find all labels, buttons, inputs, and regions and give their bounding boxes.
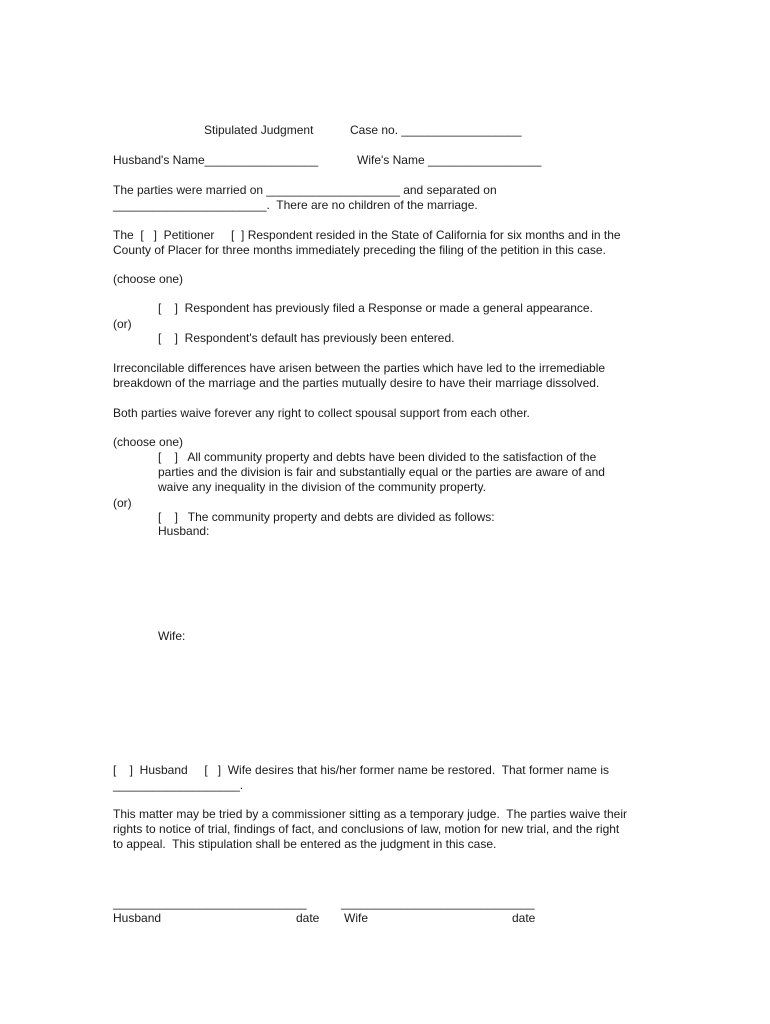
name-restore-line-2: ___________________. [113, 778, 244, 792]
property-option-1-line-3: waive any inequality in the division of the community property. [158, 480, 486, 494]
husband-date-label: date [296, 911, 320, 925]
husband-signature-line: _____________________________ [113, 896, 307, 910]
residence-line-1: The [ ] Petitioner [ ] Respondent resided in the State of California for six months and in the [113, 228, 621, 242]
wife-name-field: Wife's Name _________________ [357, 153, 542, 167]
marriage-line-1: The parties were married on ____________________ and separated on [113, 183, 497, 197]
marriage-line-2: _______________________. There are no children of the marriage. [113, 198, 478, 212]
wife-date-label: date [512, 911, 536, 925]
irreconcilable-line-1: Irreconcilable differences have arisen between the parties which have led to the irremediable [113, 361, 606, 375]
response-option-1: [ ] Respondent has previously filed a Response or made a general appearance. [158, 301, 593, 315]
husband-property-label: Husband: [158, 524, 210, 538]
name-restore-line-1: [ ] Husband [ ] Wife desires that his/her former name be restored. That former name is [113, 763, 609, 777]
property-option-1-line-1: [ ] All community property and debts have been divided to the satisfaction of the [158, 450, 597, 464]
property-option-1-line-2: parties and the division is fair and substantially equal or the parties are aware of and [158, 465, 605, 479]
wife-signature-line: _____________________________ [341, 896, 535, 910]
spousal-support-waiver: Both parties waive forever any right to collect spousal support from each other. [113, 406, 530, 420]
wife-signature-label: Wife [344, 911, 368, 925]
or-label: (or) [113, 496, 132, 510]
irreconcilable-line-2: breakdown of the marriage and the parties mutually desire to have their marriage dissolved. [113, 376, 600, 390]
document-title: Stipulated Judgment [204, 123, 314, 137]
or-label: (or) [113, 317, 132, 331]
commissioner-line-1: This matter may be tried by a commissioner sitting as a temporary judge. The parties waive their [113, 807, 627, 821]
wife-property-label: Wife: [158, 629, 186, 643]
choose-one-label: (choose one) [113, 435, 184, 449]
case-number: Case no. __________________ [350, 123, 522, 137]
property-option-2: [ ] The community property and debts are divided as follows: [158, 510, 495, 524]
response-option-2: [ ] Respondent's default has previously been entered. [158, 331, 455, 345]
husband-signature-label: Husband [113, 911, 162, 925]
commissioner-line-2: rights to notice of trial, findings of fact, and conclusions of law, motion for new trial, and the right [113, 822, 620, 836]
residence-line-2: County of Placer for three months immediately preceding the filing of the petition in this case. [113, 243, 606, 257]
husband-name-field: Husband's Name_________________ [113, 153, 319, 167]
commissioner-line-3: to appeal. This stipulation shall be entered as the judgment in this case. [113, 837, 497, 851]
choose-one-label: (choose one) [113, 272, 184, 286]
